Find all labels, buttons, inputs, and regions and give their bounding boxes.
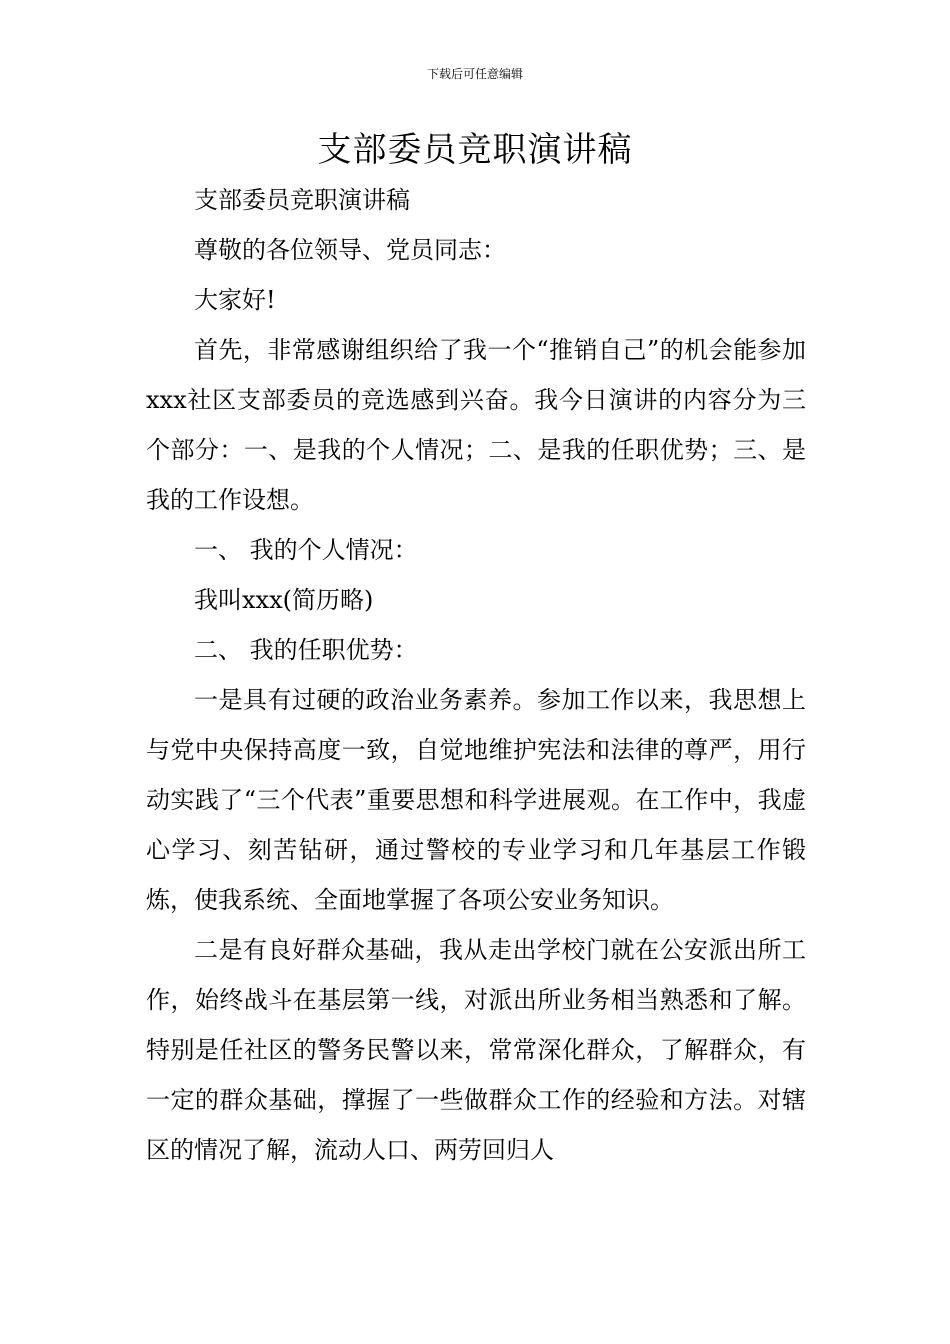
paragraph-subtitle: 支部委员竞职演讲稿 (194, 186, 410, 214)
document-title: 支部委员竞职演讲稿 (317, 130, 633, 170)
paragraph-greeting: 大家好! (194, 286, 276, 314)
page-header-note: 下载后可任意编辑 (426, 67, 523, 81)
paragraph-advantage-one: 一是具有过硬的政治业务素养。参加工作以来，我思想上与党中央保持高度一致，自觉地维护宪法和法律的尊严，用行动实践了“三个代表”重要思想和科学进展观。在工作中，我虚心学习、刻苦钻研，通过警校的专业学习和几年基层工作锻炼，使我系统、全面地掌握了各项公安业务知识。 (146, 686, 806, 914)
paragraph-personal: 我叫xxx(简历略) (194, 586, 374, 614)
section-heading-personal: 一、 我的个人情况： (194, 536, 418, 564)
document-body (146, 175, 806, 1175)
paragraph-advantage-two: 二是有良好群众基础，我从走出学校门就在公安派出所工作，始终战斗在基层第一线，对派出所业务相当熟悉和了解。 特别是任社区的警务民警以来，常常深化群众，了解群众，有一定的群众基础，撑握了一些做群众工作的经验和方法。对辖区的情况了解，流动人口、两劳回归人 (146, 936, 806, 1164)
paragraph-introduction: 首先，非常感谢组织给了我一个“推销自己”的机会能参加xxx社区支部委员的竞选感到兴奋。我今日演讲的内容分为三个部分：一、是我的个人情况；二、是我的任职优势；三、是我的工作设想。 (146, 336, 806, 514)
paragraph-salutation: 尊敬的各位领导、党员同志： (194, 236, 506, 264)
section-heading-advantages: 二、 我的任职优势： (194, 636, 418, 664)
